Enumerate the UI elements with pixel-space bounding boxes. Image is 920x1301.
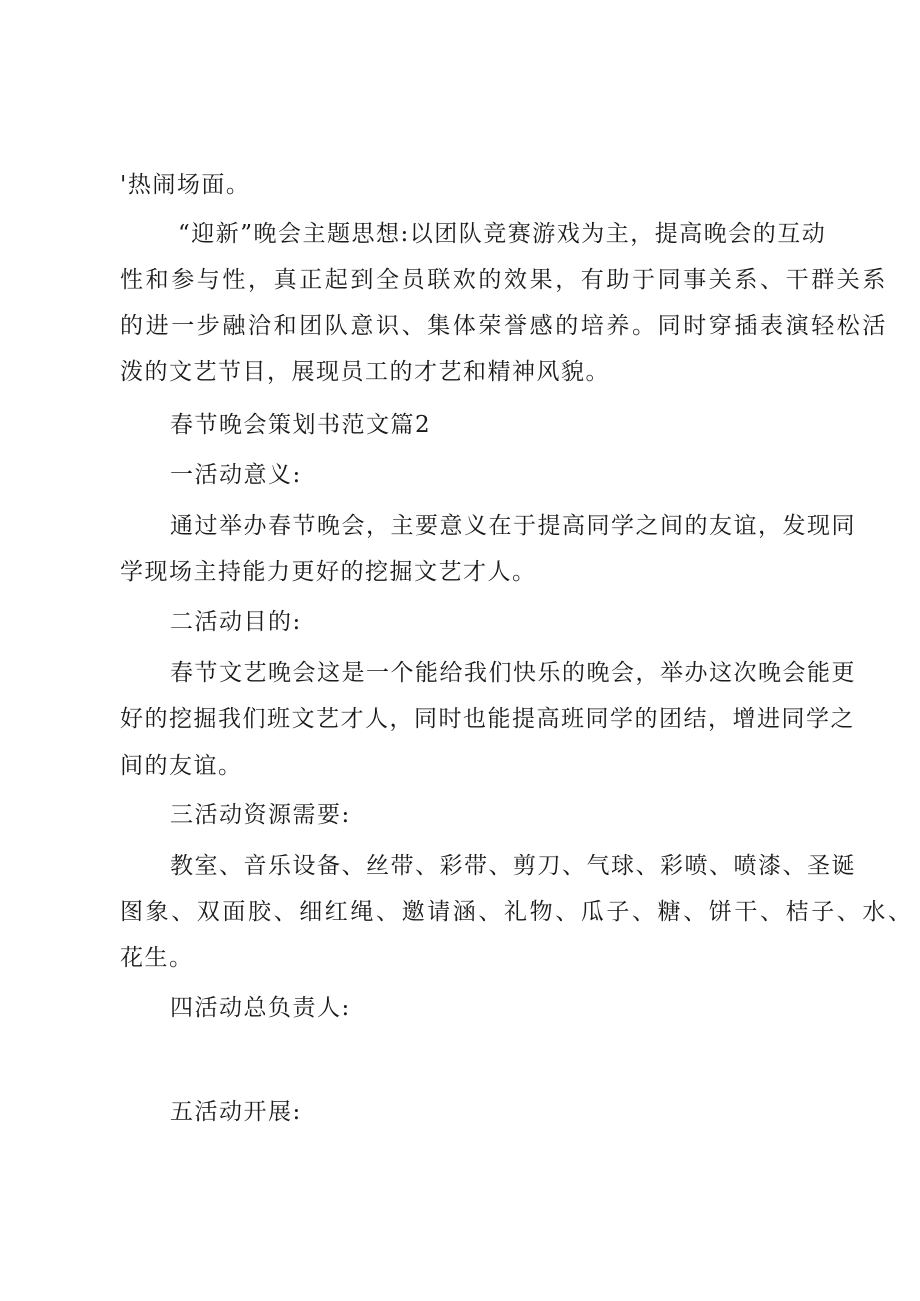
section-heading-title: 春节晚会策划书范文篇2 bbox=[170, 412, 432, 438]
section-heading-5: 五活动开展: bbox=[170, 1099, 302, 1125]
paragraph-resources-line-1: 教室、音乐设备、丝带、彩带、剪刀、气球、彩喷、喷漆、圣诞 bbox=[170, 853, 856, 879]
section-heading-4: 四活动总负责人: bbox=[170, 995, 351, 1021]
paragraph-resources-line-2: 图象、双面胶、细红绳、邀请涵、礼物、瓜子、糖、饼干、桔子、水、 bbox=[120, 899, 914, 925]
paragraph-theme-line-4: 泼的文艺节目，展现员工的才艺和精神风貌。 bbox=[120, 359, 610, 385]
section-heading-3: 三活动资源需要: bbox=[170, 802, 351, 828]
paragraph-theme-line-1: “迎新”晚会主题思想:以团队竞赛游戏为主，提高晚会的互动 bbox=[178, 221, 827, 247]
paragraph-purpose-line-3: 间的友谊。 bbox=[120, 753, 243, 779]
paragraph-purpose-line-1: 春节文艺晚会这是一个能给我们快乐的晚会，举办这次晚会能更 bbox=[170, 660, 856, 686]
paragraph-significance-line-2: 学现场主持能力更好的挖掘文艺才人。 bbox=[120, 559, 537, 585]
section-heading-2: 二活动目的: bbox=[170, 609, 302, 635]
paragraph-theme-line-3: 的进一步融洽和团队意识、集体荣誉感的培养。同时穿插表演轻松活 bbox=[120, 313, 888, 339]
paragraph-resources-line-3: 花生。 bbox=[120, 945, 194, 971]
section-heading-1: 一活动意义: bbox=[170, 462, 302, 488]
text-line-continuation: '热闹场面。 bbox=[120, 172, 251, 198]
paragraph-purpose-line-2: 好的挖掘我们班文艺才人，同时也能提高班同学的团结，增进同学之 bbox=[120, 706, 855, 732]
paragraph-significance-line-1: 通过举办春节晚会，主要意义在于提高同学之间的友谊，发现同 bbox=[170, 513, 856, 539]
paragraph-theme-line-2: 性和参与性，真正起到全员联欢的效果，有助于同事关系、干群关系 bbox=[120, 267, 888, 293]
